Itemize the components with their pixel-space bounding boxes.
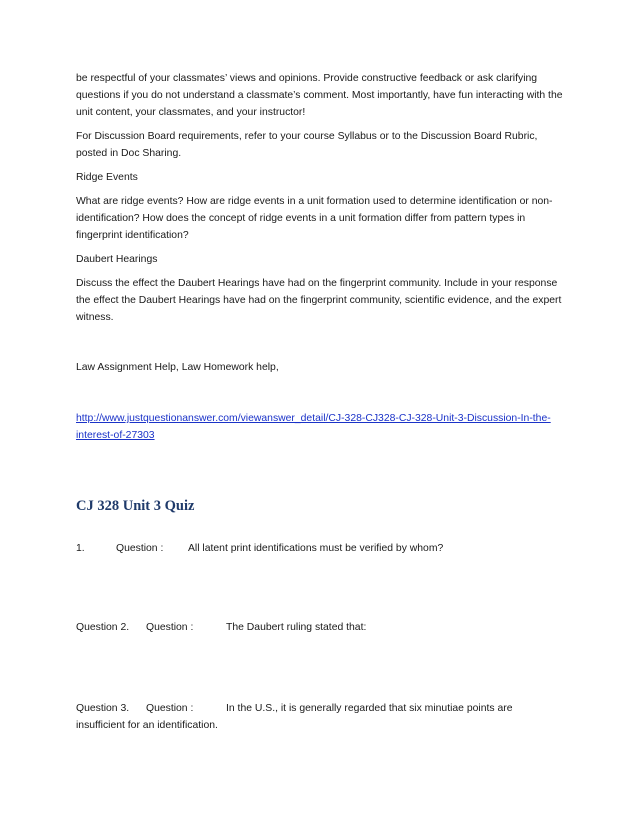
quiz-question-3 (76, 700, 568, 734)
question-text-continuation: insufficient for an identification. (76, 720, 218, 731)
question-number: Question 3. (76, 703, 130, 714)
question-text: In the U.S., it is generally regarded that six minutiae points are (226, 703, 513, 714)
question-label: Question : (146, 622, 194, 633)
intro-paragraph: be respectful of your classmates’ views and opinions. Provide constructive feedback or ask clarifying questions if you do not understand a classmate’s comment. Most importantly, have fun interacting with the unit content, your classmates, and your instructor! (76, 73, 563, 118)
requirements-paragraph: For Discussion Board requirements, refer to your course Syllabus or to the Discussion Board Rubric, posted in Doc Sharing. (76, 131, 538, 159)
quiz-question-1 (76, 540, 568, 557)
help-line: Law Assignment Help, Law Homework help, (76, 362, 279, 373)
question-number: 1. (76, 543, 85, 554)
quiz-question-2 (76, 619, 568, 636)
question-answer-link[interactable]: http://www.justquestionanswer.com/viewanswer_detail/CJ-328-CJ328-CJ-328-Unit-3-Discussion-In-the-interest-of-27303 (76, 413, 551, 441)
ridge-events-heading: Ridge Events (76, 172, 138, 183)
question-text: All latent print identifications must be verified by whom? (188, 543, 444, 554)
daubert-paragraph: Discuss the effect the Daubert Hearings have had on the fingerprint community. Include in your response the effect the Daubert Hearings have had on the fingerprint community, scientific evidence, and the expert witness. (76, 278, 562, 323)
question-label: Question : (116, 543, 164, 554)
question-label: Question : (146, 703, 194, 714)
daubert-heading: Daubert Hearings (76, 254, 158, 265)
question-number: Question 2. (76, 622, 130, 633)
ridge-events-paragraph: What are ridge events? How are ridge events in a unit formation used to determine identification or non-identification? How does the concept of ridge events in a unit formation differ from pattern types in fingerprint identification? (76, 196, 553, 241)
question-text: The Daubert ruling stated that: (226, 622, 367, 633)
quiz-title: CJ 328 Unit 3 Quiz (76, 498, 195, 514)
